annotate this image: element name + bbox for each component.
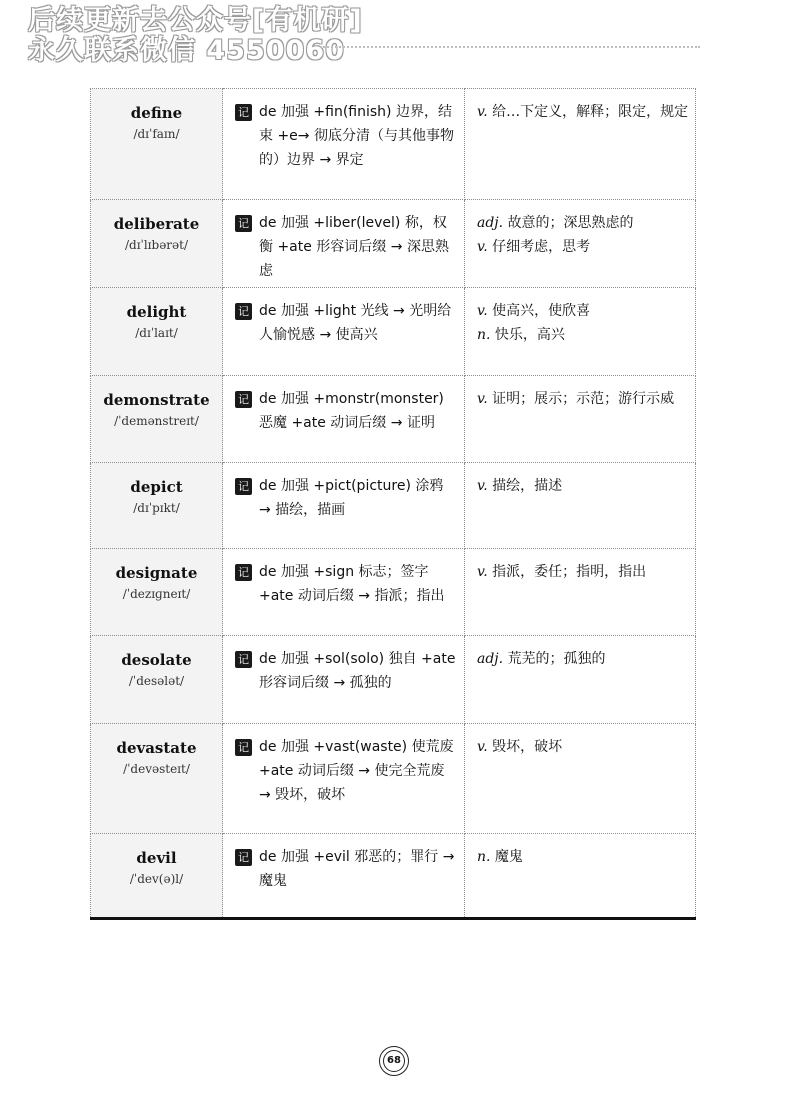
part-of-speech: v. <box>477 739 488 755</box>
definition-text: 魔鬼 <box>494 849 523 865</box>
memo-icon: 记 <box>235 104 252 121</box>
definition-text: 给…下定义，解释；限定，规定 <box>492 104 689 120</box>
memo-text: de 加强 +monstr(monster) 恶魔 +ate 动词后缀 → 证明 <box>259 391 444 431</box>
phonetic: /ˈdemənstreɪt/ <box>114 414 199 428</box>
vocab-row <box>91 288 696 376</box>
definition-text: 证明；展示；示范；游行示威 <box>492 391 675 407</box>
memo-icon: 记 <box>235 564 252 581</box>
memo-text: de 加强 +evil 邪恶的；罪行 → 魔鬼 <box>259 849 455 889</box>
definition-line <box>477 845 689 869</box>
definition-cell <box>465 549 696 636</box>
memo-cell <box>223 376 465 463</box>
memo-cell <box>223 89 465 200</box>
phonetic: /dɪˈpɪkt/ <box>133 501 180 515</box>
memo-cell <box>223 549 465 636</box>
definition-text: 故意的；深思熟虑的 <box>507 215 634 231</box>
part-of-speech: v. <box>477 239 488 255</box>
memo-text: de 加强 +liber(level) 称，权衡 +ate 形容词后缀 → 深思熟虑 <box>259 215 449 279</box>
phonetic: /ˈdev(ə)l/ <box>129 872 184 886</box>
word-cell <box>91 200 223 288</box>
definition-text: 描绘，描述 <box>492 478 563 494</box>
vocab-row <box>91 724 696 834</box>
definition-line <box>477 323 689 347</box>
word-cell <box>91 463 223 549</box>
memo-text: de 加强 +pict(picture) 涂鸦 → 描绘，描画 <box>259 478 444 518</box>
memo-cell <box>223 636 465 724</box>
part-of-speech: v. <box>477 564 488 580</box>
headword: demonstrate <box>103 391 210 409</box>
headword: depict <box>130 478 183 496</box>
part-of-speech: adj. <box>477 215 504 231</box>
watermark-line-1: 后续更新去公众号[有机研] <box>28 5 363 36</box>
definition-line <box>477 100 689 124</box>
header-dotted-rule <box>320 46 700 48</box>
word-cell <box>91 288 223 376</box>
definition-line <box>477 647 689 671</box>
headword: designate <box>115 564 198 582</box>
memo-cell <box>223 463 465 549</box>
phonetic: /ˈdesələt/ <box>128 674 185 688</box>
vocab-row <box>91 834 696 919</box>
definition-line <box>477 474 689 498</box>
memo-text: de 加强 +sign 标志；签字 +ate 动词后缀 → 指派；指出 <box>259 564 445 604</box>
definition-cell <box>465 376 696 463</box>
word-cell <box>91 89 223 200</box>
definition-cell <box>465 834 696 919</box>
phonetic: /dɪˈlɪbərət/ <box>124 238 189 252</box>
definition-cell <box>465 636 696 724</box>
phonetic: /dɪˈfaɪn/ <box>133 127 180 141</box>
memo-cell <box>223 834 465 919</box>
definition-line <box>477 299 689 323</box>
word-cell <box>91 834 223 919</box>
memo-icon: 记 <box>235 651 252 668</box>
part-of-speech: n. <box>477 849 491 865</box>
word-cell <box>91 636 223 724</box>
memo-icon: 记 <box>235 391 252 408</box>
part-of-speech: v. <box>477 478 488 494</box>
memo-cell <box>223 200 465 288</box>
vocab-row <box>91 89 696 200</box>
word-cell <box>91 376 223 463</box>
phonetic: /ˈdevəsteɪt/ <box>123 762 190 776</box>
page-number-badge <box>379 1046 409 1076</box>
vocabulary-table <box>90 88 696 920</box>
memo-text: de 加强 +fin(finish) 边界，结束 +e→ 彻底分清（与其他事物的）边界 → 界定 <box>259 104 454 168</box>
definition-text: 仔细考虑，思考 <box>492 239 591 255</box>
headword: devastate <box>116 739 197 757</box>
definition-text: 指派，委任；指明，指出 <box>492 564 647 580</box>
page-number: 68 <box>383 1050 405 1072</box>
definition-text: 毁坏，破坏 <box>492 739 563 755</box>
vocab-row <box>91 376 696 463</box>
memo-icon: 记 <box>235 849 252 866</box>
definition-line <box>477 735 689 759</box>
part-of-speech: v. <box>477 303 488 319</box>
headword: deliberate <box>113 215 200 233</box>
definition-cell <box>465 89 696 200</box>
definition-line <box>477 560 689 584</box>
definition-text: 快乐，高兴 <box>494 327 565 343</box>
definition-text: 荒芜的；孤独的 <box>507 651 606 667</box>
memo-text: de 加强 +sol(solo) 独自 +ate 形容词后缀 → 孤独的 <box>259 651 456 691</box>
memo-text: de 加强 +vast(waste) 使荒废 +ate 动词后缀 → 使完全荒废 → 毁坏，破坏 <box>259 739 454 803</box>
memo-icon: 记 <box>235 303 252 320</box>
vocab-row <box>91 636 696 724</box>
memo-text: de 加强 +light 光线 → 光明给人愉悦感 → 使高兴 <box>259 303 452 343</box>
phonetic: /dɪˈlaɪt/ <box>135 326 178 340</box>
headword: devil <box>136 849 177 867</box>
memo-icon: 记 <box>235 478 252 495</box>
headword: define <box>130 104 183 122</box>
part-of-speech: adj. <box>477 651 504 667</box>
memo-cell <box>223 288 465 376</box>
part-of-speech: v. <box>477 104 488 120</box>
word-cell <box>91 724 223 834</box>
part-of-speech: n. <box>477 327 491 343</box>
vocab-row <box>91 463 696 549</box>
headword: delight <box>126 303 187 321</box>
memo-icon: 记 <box>235 739 252 756</box>
memo-icon: 记 <box>235 215 252 232</box>
watermark <box>28 6 368 66</box>
vocab-row <box>91 200 696 288</box>
word-cell <box>91 549 223 636</box>
definition-cell <box>465 724 696 834</box>
phonetic: /ˈdezɪɡneɪt/ <box>122 587 191 601</box>
vocab-row <box>91 549 696 636</box>
definition-line <box>477 211 689 235</box>
definition-line <box>477 235 689 259</box>
definition-cell <box>465 463 696 549</box>
definition-cell <box>465 200 696 288</box>
headword: desolate <box>121 651 192 669</box>
definition-cell <box>465 288 696 376</box>
definition-text: 使高兴，使欣喜 <box>492 303 591 319</box>
definition-line <box>477 387 689 411</box>
part-of-speech: v. <box>477 391 488 407</box>
memo-cell <box>223 724 465 834</box>
watermark-line-2: 永久联系微信 4550060 <box>28 35 345 66</box>
